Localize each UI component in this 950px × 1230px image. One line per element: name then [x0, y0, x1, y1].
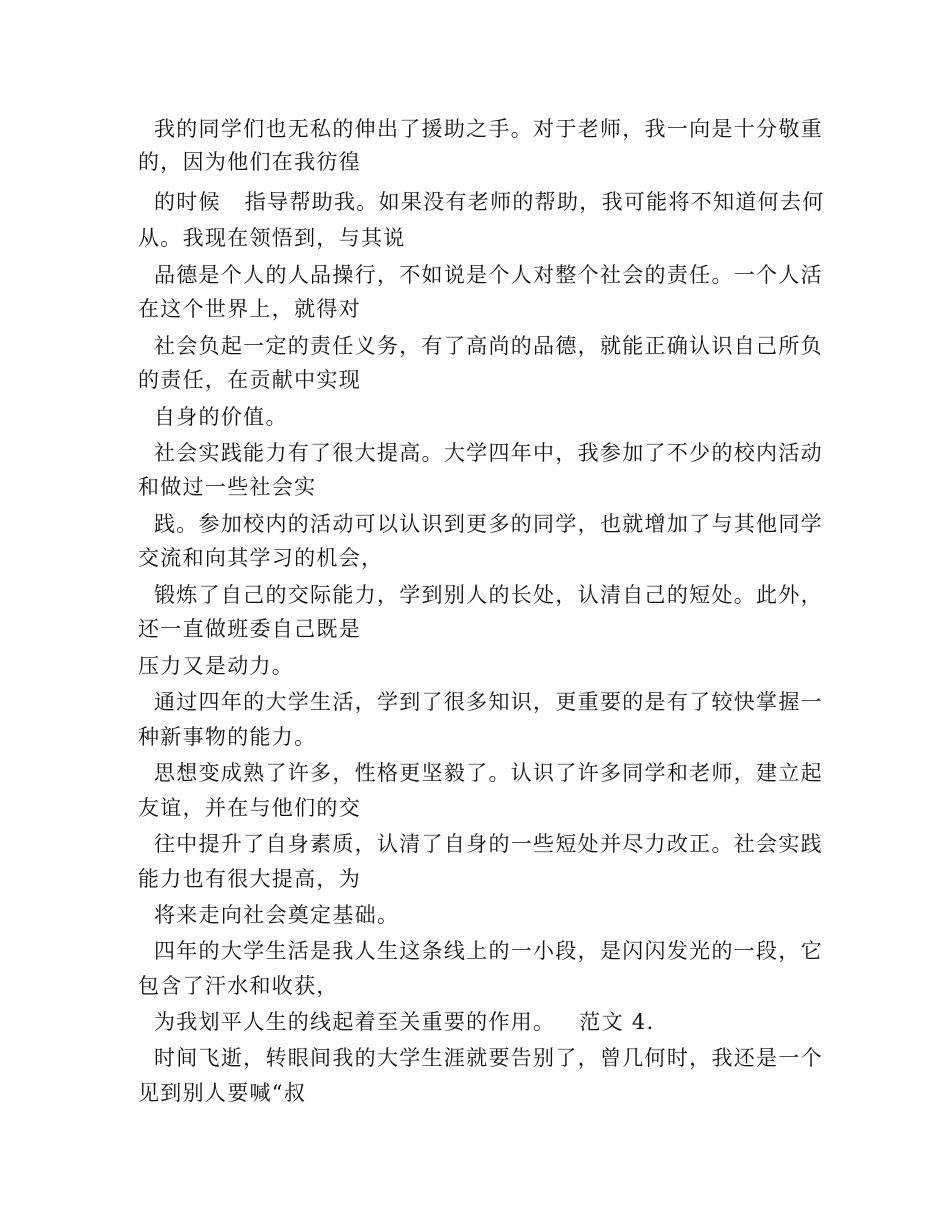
text-line: 将来走向社会奠定基础。 [138, 903, 400, 927]
text-line: 的，因为他们在我彷徨 [138, 150, 361, 174]
text-line: 通过四年的大学生活，学到了很多知识，更重要的是有了较快掌握一 [138, 690, 823, 714]
text-line: 还一直做班委自己既是 [138, 617, 361, 641]
text-line: 四年的大学生活是我人生这条线上的一小段，是闪闪发光的一段，它 [138, 939, 823, 963]
text-line: 在这个世界上，就得对 [138, 297, 361, 321]
text-line: 压力又是动力。 [138, 654, 295, 678]
text-line: 从。我现在领悟到，与其说 [138, 226, 406, 250]
text-line: 社会负起一定的责任义务，有了高尚的品德，就能正确认识自己所负 [138, 334, 823, 358]
text-line: 的责任，在贡献中实现 [138, 368, 361, 392]
text-line: 见到别人要喊“叔 [138, 1081, 307, 1105]
text-line: 自身的价值。 [138, 405, 288, 429]
text-line: 种新事物的能力。 [138, 725, 317, 749]
text-line: 和做过一些社会实 [138, 475, 317, 499]
text-line: 锻炼了自己的交际能力，学到别人的长处，认清自己的短处。此外， [138, 583, 823, 607]
text-line: 时间飞逝，转眼间我的大学生涯就要告别了，曾几何时，我还是一个 [138, 1046, 823, 1070]
text-line: 思想变成熟了许多，性格更坚毅了。认识了许多同学和老师，建立起 [138, 761, 823, 785]
text-line: 的时候 指导帮助我。如果没有老师的帮助，我可能将不知道何去何 [138, 190, 825, 214]
text-line: 往中提升了自身素质，认清了自身的一些短处并尽力改正。社会实践 [138, 832, 823, 856]
text-line: 社会实践能力有了很大提高。大学四年中，我参加了不少的校内活动 [138, 441, 823, 465]
text-line: 交流和向其学习的机会， [138, 546, 384, 570]
text-line: 我的同学们也无私的伸出了援助之手。对于老师，我一向是十分敬重 [138, 117, 823, 141]
text-line: 践。参加校内的活动可以认识到更多的同学，也就增加了与其他同学 [138, 512, 823, 536]
text-line: 能力也有很大提高，为 [138, 867, 361, 891]
text-line: 包含了汗水和收获， [138, 974, 339, 998]
text-line: 品德是个人的人品操行，不如说是个人对整个社会的责任。一个人活 [138, 263, 823, 287]
text-line: 为我划平人生的线起着至关重要的作用。 范文 4. [138, 1010, 655, 1034]
text-line: 友谊，并在与他们的交 [138, 796, 361, 820]
